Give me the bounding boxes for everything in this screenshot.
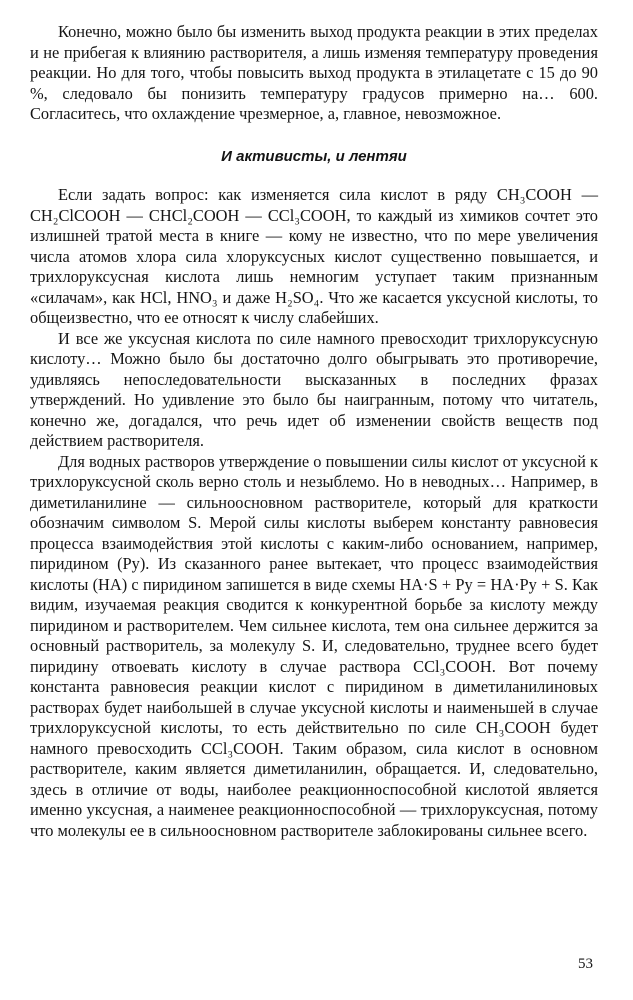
page-body [30, 22, 598, 841]
paragraph-nonaqueous: Для водных растворов утверждение о повышении силы кислот от уксусной к трихлоруксусной сколь верно столь и незыблемо. Но в неводных… Например, в диметиланилине — сильноосновном растворителе, который для краткости обозначим символом S. Мерой силы кислоты выберем константу равновесия процесса взаимодействия этой кислоты с каким-либо основанием, например, пиридином (Py). Из сказанного ранее вытекает, что процесс взаимодействия кислоты (HA) с пиридином запишется в виде схемы HA·S + Py = HA·Py + S. Как видим, изучаемая реакция сводится к конкурентной борьбе за кислоту между пиридином и растворителем. Чем сильнее кислота, тем она сильнее держится за основный растворитель, за молекулу S. И, следовательно, труднее всего будет пиридину отвоевать кислоту в случае раствора CCl₃COOH. Вот почему константа равновесия реакции кислот с пиридином в диметиланилиновых растворах будет наибольшей в случае уксусной кислоты и наименьшей в случае трихлоруксусной кислоты, то есть действительно по силе CH₃COOH будет намного превосходить CCl₃COOH. Таким образом, сила кислот в основном растворителе, каким является диметиланилин, обращается. И, следовательно, здесь в отличие от воды, наиболее реакционноспособной кислотой является именно уксусная, а наименее реакционноспособной — трихлоруксусная, потому что молекулы ее в сильноосновном растворителе заблокированы сильнее всего. [30, 451, 598, 840]
paragraph-acid-series: Если задать вопрос: как изменяется сила кислот в ряду CH₃COOH — CH₂ClCOOH — CHCl₂COOH — CCl₃COOH, то каждый из химиков сочтет это излишней тратой места в книге — кому не известно, что по мере увеличения числа атомов хлора сила хлоруксусных кислот существенно повышается, и трихлоруксусная кислота лишь немногим уступает таким признанным «силачам», как HCl, HNO₃ и даже H₂SO₄. Что же касается уксусной кислоты, то общеизвестно, что ее относят к числу слабейших. [30, 185, 598, 327]
section-heading: И активисты, и лентяи [221, 147, 407, 165]
page-number: 53 [578, 956, 593, 972]
paragraph-intro: Конечно, можно было бы изменить выход продукта реакции в этих пределах и не прибегая к влиянию растворителя, а лишь изменяя температуру проведения реакции. Но для того, чтобы повысить выход продукта в этилацетате с 15 до 90 %, следовало бы понизить температуру градусов примерно на… 600. Согласитесь, что охлаждение чрезмерное, а, главное, невозможное. [30, 22, 598, 123]
paragraph-contradiction: И все же уксусная кислота по силе намного превосходит трихлоруксусную кислоту… Можно было бы достаточно долго обыгрывать это противоречие, удивляясь непоследовательности высказанных в последних фразах утверждений. Но удивление это было бы наигранным, потому что читатель, конечно же, догадался, что речь идет об изменении свойств веществ под действием растворителя. [30, 328, 598, 450]
